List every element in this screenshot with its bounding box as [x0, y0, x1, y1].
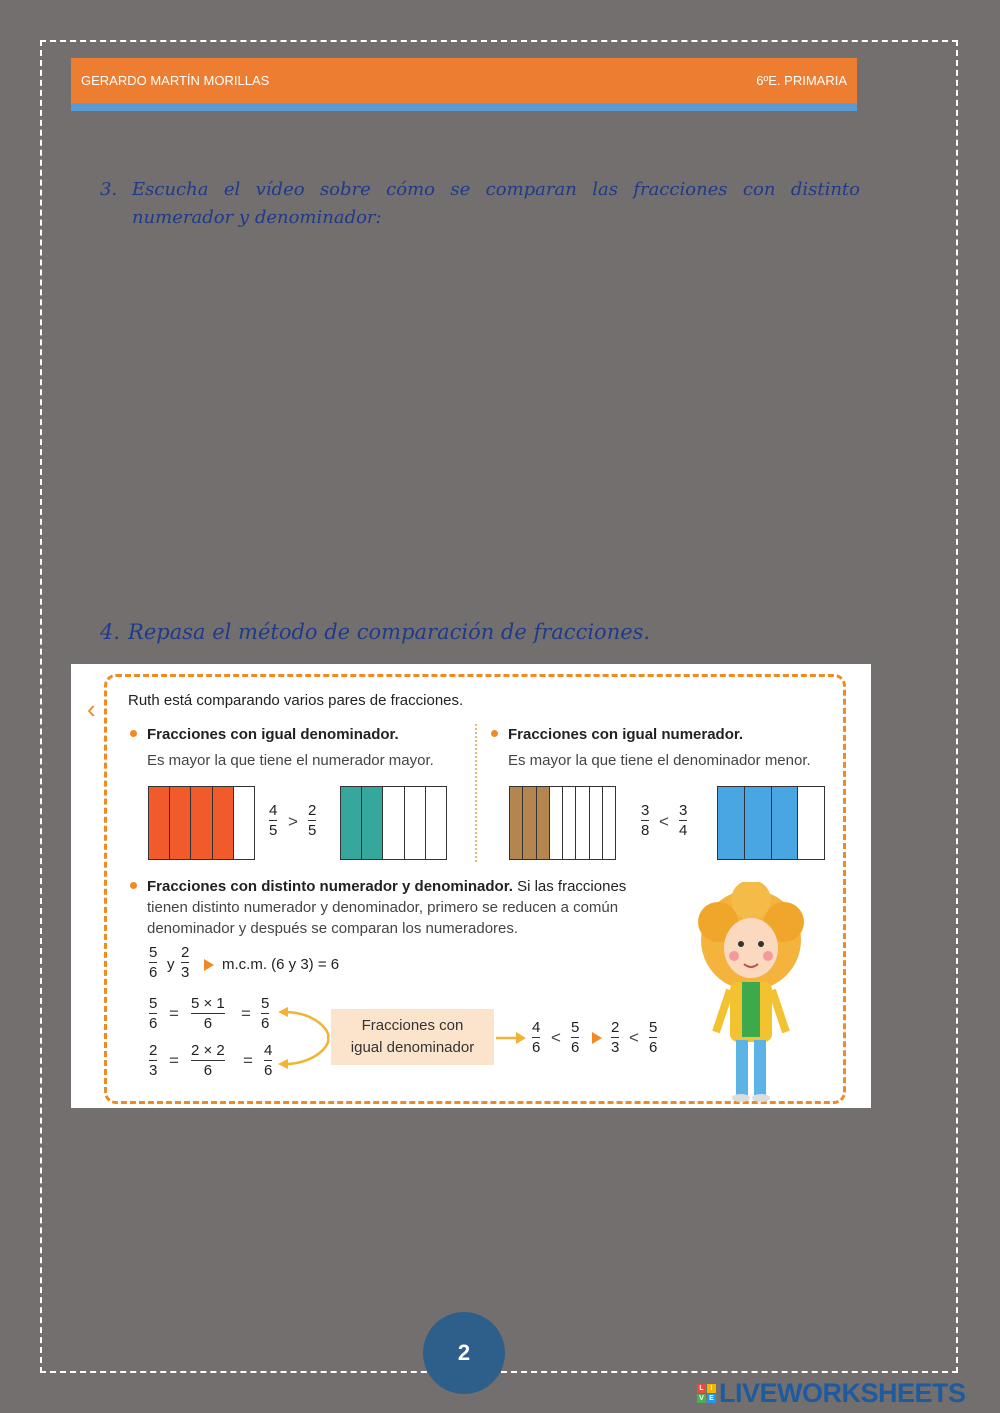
same-denominator-title: Fracciones con igual denominador.: [147, 726, 399, 743]
fraction-3-8: [641, 802, 649, 839]
fraction-num: 2: [149, 1042, 158, 1059]
fraction-5-6: [261, 995, 269, 1032]
fraction-num: 2: [181, 944, 190, 961]
task-4-text: Repasa el método de comparación de fracciones.: [128, 620, 651, 644]
and-word: y: [167, 956, 175, 973]
logo-letter: L: [697, 1384, 706, 1393]
fraction-num: 5: [149, 995, 158, 1012]
fraction-bar-2-5: [340, 786, 447, 860]
bar-segment: [191, 787, 212, 859]
fraction-5-6: [571, 1019, 579, 1056]
fraction-num: 3: [641, 802, 650, 819]
fraction-num: 5: [261, 995, 270, 1012]
fraction-bar-3-8: [509, 786, 616, 860]
bar-segment: [576, 787, 589, 859]
fraction-den: 4: [679, 822, 688, 839]
page-header: [71, 58, 857, 103]
curved-arrows-icon: [276, 1002, 336, 1072]
fraction-4-6: [532, 1019, 540, 1056]
less-than-sign: <: [659, 812, 669, 831]
same-denominator-desc: Es mayor la que tiene el numerador mayor.: [147, 752, 434, 769]
fraction-2-5: [308, 802, 316, 839]
bar-segment: [170, 787, 191, 859]
fraction-4-6: [264, 1042, 272, 1079]
bar-segment: [550, 787, 563, 859]
header-stripe: [71, 103, 857, 111]
fraction-den: 6: [261, 1015, 270, 1032]
girl-illustration: [696, 882, 806, 1107]
bar-segment: [405, 787, 426, 859]
fraction-den: 3: [181, 964, 190, 981]
panel-intro: Ruth está comparando varios pares de fracciones.: [128, 692, 464, 709]
same-numerator-title: Fracciones con igual numerador.: [508, 726, 744, 743]
bar-segment: [362, 787, 383, 859]
header-author: GERARDO MARTÍN MORILLAS: [81, 73, 270, 88]
less-than-sign: <: [551, 1028, 561, 1047]
fraction-den: 6: [203, 1015, 213, 1032]
different-title: Fracciones con distinto numerador y denominador.: [147, 878, 513, 895]
task-4-number: 4.: [100, 620, 121, 644]
fraction-den: 6: [264, 1062, 273, 1079]
bar-segment: [590, 787, 603, 859]
fraction-5-6: [149, 944, 157, 981]
equals-sign: =: [241, 1004, 251, 1023]
fraction-num: 5: [149, 944, 158, 961]
fraction-num: 4: [532, 1019, 541, 1036]
fraction-num: 5: [571, 1019, 580, 1036]
fraction-num: 5 × 1: [191, 995, 225, 1012]
fraction-num: 3: [679, 802, 688, 819]
panel-notch: ‹: [87, 694, 96, 724]
arrow-right-icon: [496, 1031, 528, 1045]
bar-segment: [537, 787, 550, 859]
fraction-num: 2 × 2: [191, 1042, 225, 1059]
bar-segment: [341, 787, 362, 859]
fraction-bar-4-5: [148, 786, 255, 860]
mcm-text: m.c.m. (6 y 3) = 6: [222, 956, 340, 973]
same-numerator-desc: Es mayor la que tiene el denominador menor.: [508, 752, 811, 769]
different-desc-3: denominador y después se comparan los numeradores.: [147, 920, 519, 937]
bar-segment: [563, 787, 576, 859]
fraction-den: 5: [308, 822, 317, 839]
fraction-bar-3-4: [717, 786, 825, 860]
bar-segment: [718, 787, 745, 859]
fraction-den: 5: [269, 822, 278, 839]
fraction-den: 6: [532, 1039, 541, 1056]
bullet-icon: [491, 730, 498, 737]
header-grade: 6ºE. PRIMARIA: [756, 73, 847, 88]
fraction-num: 4: [264, 1042, 273, 1059]
fraction-5x1-6: [191, 995, 225, 1032]
equals-sign: =: [169, 1004, 179, 1023]
fraction-3-4: [679, 802, 687, 839]
page-number: 2: [423, 1312, 505, 1394]
fraction-2x2-6: [191, 1042, 225, 1079]
bar-segment: [603, 787, 615, 859]
different-desc-1: Si las fracciones: [512, 878, 627, 895]
bullet-icon: [130, 882, 137, 889]
bar-segment: [383, 787, 404, 859]
liveworksheets-logo-icon: [697, 1384, 716, 1403]
fraction-5-6: [649, 1019, 657, 1056]
logo-letter: V: [697, 1394, 706, 1403]
fraction-2-3: [149, 1042, 157, 1079]
equals-sign: =: [169, 1051, 179, 1070]
bullet-icon: [130, 730, 137, 737]
task-3-text: Escucha el vídeo sobre cómo se comparan las fracciones con distinto numerador y denominador:: [132, 179, 860, 228]
less-than-sign: <: [629, 1028, 639, 1047]
bar-segment: [234, 787, 254, 859]
fraction-den: 6: [149, 1015, 158, 1032]
bar-segment: [149, 787, 170, 859]
bar-segment: [772, 787, 799, 859]
equals-sign: =: [243, 1051, 253, 1070]
same-denominator-box: [331, 1009, 494, 1065]
fraction-num: 4: [269, 802, 278, 819]
box-line-1: Fracciones con: [361, 1017, 464, 1034]
box-line-2: igual denominador: [350, 1039, 475, 1056]
fraction-den: 6: [571, 1039, 580, 1056]
fraction-num: 5: [649, 1019, 658, 1036]
greater-than-sign: >: [288, 812, 298, 831]
bar-segment: [798, 787, 824, 859]
fraction-den: 6: [203, 1062, 213, 1079]
bar-segment: [523, 787, 536, 859]
fraction-2-3: [181, 944, 189, 981]
task-4: [100, 620, 650, 644]
task-3: [100, 176, 860, 232]
arrow-right-icon: [204, 959, 214, 971]
section-divider: [475, 724, 477, 862]
fraction-den: 8: [641, 822, 650, 839]
fraction-den: 6: [649, 1039, 658, 1056]
logo-letter: I: [707, 1384, 716, 1393]
logo-letter: E: [707, 1394, 716, 1403]
fraction-den: 3: [149, 1062, 158, 1079]
fractions-panel: [71, 664, 871, 1108]
fraction-4-5: [269, 802, 277, 839]
liveworksheets-logo-text: LIVEWORKSHEETS: [719, 1378, 966, 1408]
fraction-num: 2: [308, 802, 317, 819]
bar-segment: [426, 787, 446, 859]
fraction-2-3: [611, 1019, 619, 1056]
fraction-den: 3: [611, 1039, 620, 1056]
different-desc-2: tienen distinto numerador y denominador, primero se reducen a común: [147, 899, 619, 916]
bar-segment: [213, 787, 234, 859]
fraction-den: 6: [149, 964, 158, 981]
liveworksheets-logo[interactable]: [697, 1378, 966, 1409]
bar-segment: [745, 787, 772, 859]
task-3-number: 3.: [100, 179, 118, 200]
fraction-num: 2: [611, 1019, 620, 1036]
arrow-right-icon: [592, 1032, 602, 1044]
fraction-5-6: [149, 995, 157, 1032]
bar-segment: [510, 787, 523, 859]
